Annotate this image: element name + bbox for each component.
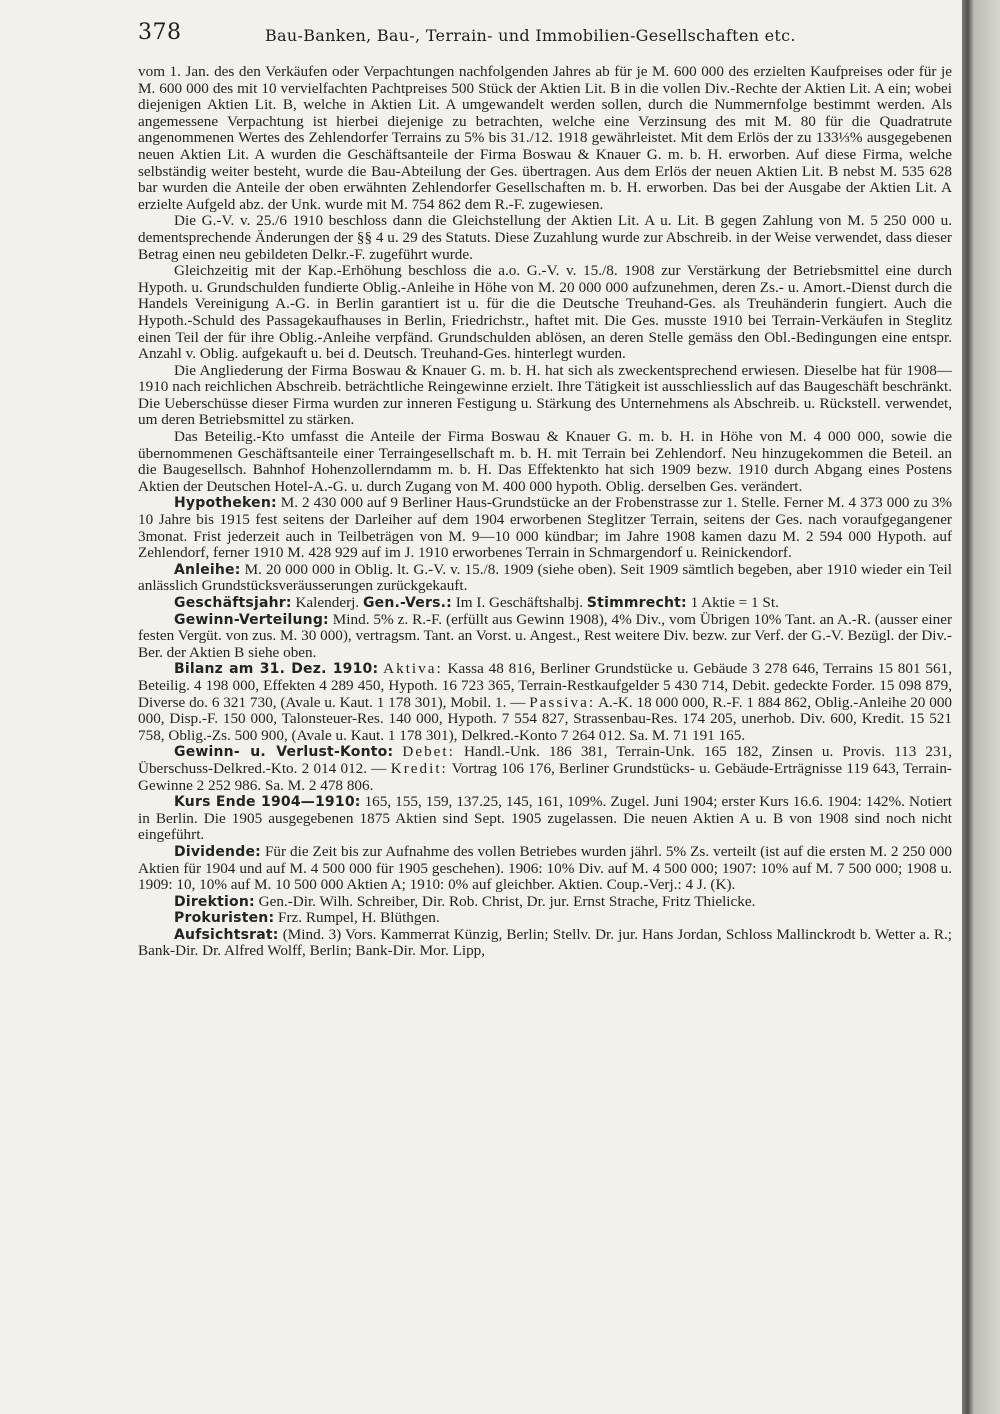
section-aufsichtsrat: [138, 927, 952, 960]
page-header: [138, 18, 958, 52]
text-stimmrecht: 1 Aktie = 1 St.: [690, 594, 779, 611]
text-geschaeftsjahr: Kalenderj.: [295, 594, 360, 611]
text-aufsichtsrat: (Mind. 3) Vors. Kammerrat Künzig, Berlin; Stellv. Dr. jur. Hans Jordan, Schloss Mallinckrodt b. Wetter a. R.; Bank-Dir. Dr. Alfred Wolff, Berlin; Bank-Dir. Mor. Lipp,: [138, 925, 952, 960]
text-kurs: 165, 155, 159, 137.25, 145, 161, 109%. Zugel. Juni 1904; erster Kurs 16.6. 1904: 142%. Notiert in Berlin. Die 1905 ausgegebenen 1875 Aktien sind Sept. 1905 zugelassen. Die neuen Aktien A u. B von 1908 sind noch nicht eingeführt.: [138, 793, 952, 844]
page-edge-shadow: [962, 0, 1000, 1414]
text-gen-vers: Im I. Geschäftshalbj.: [455, 594, 584, 611]
label-bilanz: Bilanz am 31. Dez. 1910:: [174, 661, 379, 678]
paragraph-participations: Das Beteilig.-Kto umfasst die Anteile der Firma Boswau & Knauer G. m. b. H. in Höhe von M. 4 000 000, sowie die übernommenen Geschäftsanteile einer Terraingesellschaft m. b. H. mit Terrain bei Zehlendorf. Neu hinzugekommen die Beteil. an die Baugesellsch. Bahnhof Hohenzollerndamm m. b. H. Das Effektenkto hat sich 1909 bezw. 1910 durch Abgang eines Postens Aktien der Deutschen Hotel-A.-G. u. durch Zugang von M. 400 000 hypoth. Oblig. derselben Ges. verändert.: [138, 428, 952, 495]
page-number: 378: [138, 20, 182, 45]
section-direktion: [138, 894, 952, 911]
text-aktiva: Kassa 48 816, Berliner Grundstücke u. Gebäude 3 278 646, Terrains 15 801 561, Beteilig. 4 198 000, Effekten 4 289 450, Hypoth. 16 723 365, Terrain-Restkaufgelder 5 430 714, Debit. gedeckte Forder. 15 098 879, Diverse do. 6 321 730, (Avale u. Kaut. 1 178 301), Mobil. 1. —: [138, 660, 952, 711]
section-prokuristen: [138, 910, 952, 927]
label-gewinn-verlust: Gewinn- u. Verlust-Konto:: [174, 744, 394, 761]
running-title: Bau-Banken, Bau-, Terrain- und Immobilien-Gesellschaften etc.: [265, 26, 796, 45]
paragraph-bond-issue: Gleichzeitig mit der Kap.-Erhöhung beschloss die a.o. G.-V. v. 15./8. 1908 zur Verstärkung der Betriebsmittel eine durch Hypoth. u. Grundschulden fundierte Oblig.-Anleihe in Höhe von M. 20 000 000 aufzunehmen, deren Zs.- u. Amort.-Dienst durch die Handels Vereinigung A.-G. in Berlin garantiert ist u. für die die Deutsche Treuhand-Ges. als Treuhänderin fungiert. Auch die Hypoth.-Schuld des Passagekaufhauses in Berlin, Friedrichstr., haftet mit. Die Ges. musste 1910 bei Terrain-Verkäufen in Steglitz einen Teil der für ihre Oblig.-Anleihe verpfänd. Grundschulden ablösen, an deren Stelle gemäss den Obl.-Bedingungen eine entspr. Anzahl v. Oblig. aufgekauft u. bei d. Deutsch. Treuhand-Ges. hinterlegt wurden.: [138, 262, 952, 363]
text-hypotheken: M. 2 430 000 auf 9 Berliner Haus-Grundstücke an der Frobenstrasse zur 1. Stelle. Ferner M. 4 373 000 zu 3% 10 Jahre bis 1915 fest seitens der Darleiher auf dem 1904 erworbenen Steglitzer Terrain, seitens der Ges. nach voraufgegangener 3monat. Frist jederzeit auch in Teilbeträgen von M. 9—10 000 kündbar; im Jahre 1908 kamen dazu M. 2 594 000 Hypoth. auf Zehlendorf, ferner 1910 M. 428 929 auf im J. 1910 erworbenes Terrain in Schmargendorf u. Reinickendorf.: [138, 494, 952, 562]
label-anleihe: Anleihe:: [174, 561, 241, 578]
label-gen-vers: Gen.-Vers.:: [362, 595, 452, 611]
section-anleihe: [138, 562, 952, 595]
section-kurs: [138, 794, 952, 844]
paragraph-boswau-knauer: Die Angliederung der Firma Boswau & Knauer G. m. b. H. hat sich als zweckentsprechend erwiesen. Dieselbe hat für 1908—1910 nach reichlichen Abschreib. beträchtliche Reingewinne erzielt. Ihre Tätigkeit ist ausschliesslich auf das Baugeschäft beschränkt. Die Ueberschüsse dieser Firma wurden zur inneren Festigung u. Stärkung des Unternehmens als Abschreib. u. Rückstell. verwendet, um deren Betriebsmittel zu stärken.: [138, 361, 952, 429]
text-kredit: Vortrag 106 176, Berliner Grundstücks- u. Gebäude-Erträgnisse 119 643, Terrain-Gewinne 2 252 986. Sa. M. 2 478 806.: [138, 759, 952, 794]
section-bilanz: [138, 661, 952, 744]
label-direktion: Direktion:: [174, 893, 255, 910]
section-hypotheken: [138, 495, 952, 561]
label-hypotheken: Hypotheken:: [174, 495, 277, 512]
text-gewinn-verteilung: Mind. 5% z. R.-F. (erfüllt aus Gewinn 1908), 4% Div., vom Übrigen 10% Tant. an A.-R. (ausser einer festen Vergüt. von zus. M. 30 000), vertragsm. Tant. an Vorst. u. Angest., Rest weitere Div. bezw. zur Verf. der G.-V. Bezügl. der Div.-Ber. der Aktien B siehe oben.: [138, 610, 952, 661]
label-aufsichtsrat: Aufsichtsrat:: [174, 926, 279, 943]
text-direktion: Gen.-Dir. Wilh. Schreiber, Dir. Rob. Christ, Dr. jur. Ernst Strache, Fritz Thielicke.: [258, 892, 756, 910]
text-passiva: A.-K. 18 000 000, R.-F. 1 884 862, Oblig.-Anleihe 20 000 000, Disp.-F. 150 000, Talonsteuer-Res. 140 000, Hypoth. 7 554 827, Strassenbau-Res. 174 205, unerhob. Div. 600, Kredit. 15 521 758, Oblig.-Zs. 500 900, (Avale u. Kaut. 1 178 301), Delkred.-Konto 7 264 012. Sa. M. 71 191 165.: [138, 693, 952, 744]
text-anleihe: M. 20 000 000 in Oblig. lt. G.-V. v. 15./8. 1909 (siehe oben). Seit 1909 sämtlich begeben, aber 1910 wieder ein Teil anlässlich Grundstücksveräusserungen zurückgekauft.: [138, 560, 952, 595]
label-geschaeftsjahr: Geschäftsjahr:: [174, 595, 292, 611]
text-prokuristen: Frz. Rumpel, H. Blüthgen.: [278, 909, 440, 927]
label-debet: Debet:: [402, 743, 455, 761]
label-stimmrecht: Stimmrecht:: [586, 595, 687, 611]
section-gewinn-verteilung: [138, 612, 952, 662]
text-debet: Handl.-Unk. 186 381, Terrain-Unk. 165 182, Zinsen u. Provis. 113 231, Überschuss-Delkred.-Kto. 2 014 012. —: [138, 743, 952, 777]
section-gewinn-verlust: [138, 744, 952, 794]
section-geschaeftsjahr: [138, 595, 952, 612]
section-dividende: [138, 844, 952, 894]
text-dividende: Für die Zeit bis zur Aufnahme des vollen Betriebes wurden jährl. 5% Zs. verteilt (ist auf die ersten M. 2 250 000 Aktien für 1904 und auf M. 4 500 000 für 1905 geschehen). 1906: 10% Div. auf M. 4 500 000; 1907: 10% auf M. 7 500 000; 1908 u. 1909: 10, 10% auf M. 10 500 000 Aktien A; 1910: 0% auf gleichber. Aktien. Coup.-Verj.: 4 J. (K).: [138, 842, 952, 894]
label-prokuristen: Prokuristen:: [174, 910, 275, 927]
label-kurs: Kurs Ende 1904—1910:: [174, 794, 361, 811]
label-kredit: Kredit:: [390, 759, 448, 777]
label-passiva: Passiva:: [529, 693, 596, 711]
body-text: [138, 64, 952, 1404]
label-aktiva: Aktiva:: [383, 660, 443, 678]
paragraph-gv-1910: Die G.-V. v. 25./6 1910 beschloss dann die Gleichstellung der Aktien Lit. A u. Lit. B gegen Zahlung von M. 5 250 000 u. dementsprechende Änderungen der §§ 4 u. 29 des Statuts. Diese Zuzahlung wurde zur Abschreib. in der Weise verwendet, dass dieser Betrag einen neu gebildeten Delkr.-F. zugeführt wurde.: [138, 212, 952, 263]
label-gewinn-verteilung: Gewinn-Verteilung:: [174, 611, 329, 628]
paragraph-conversion-rules: vom 1. Jan. des den Verkäufen oder Verpachtungen nachfolgenden Jahres ab für je M. 600 000 des erzielten Kaufpreises oder für je M. 600 000 des mit 10 vervielfachten Pachtpreises 500 Stück der Aktien Lit. B in die vollen Div.-Rechte der Aktien Lit. A ein; wobei diejenigen Aktien Lit. B, welche in Aktien Lit. A umgewandelt werden sollen, durch die Nummernfolge bestimmt werden. Als angemessene Verpachtung ist hierbei diejenige zu betrachten, welche eine Verzinsung des mit M. 80 für die Quadratrute angenommenen Wertes des Zehlendorfer Terrains zu 5% bis 31./12. 1918 gewährleistet. Mit dem Erlös der zu 133⅓% ausgegebenen neuen Aktien Lit. A wurden die Geschäftsanteile der Firma Boswau & Knauer G. m. b. H. erworben. Auf diese Firma, welche selbständig weiter besteht, wurde die Bau-Abteilung der Ges. übertragen. Aus dem Erlös der neuen Aktien Lit. B nebst M. 535 628 bar wurden die Anteile der oben erwähnten Zehlendorfer Gesellschaften m. b. H. erworben. Das bei der Ausgabe der Aktien Lit. A erzielte Aufgeld abz. der Unk. wurde mit M. 754 862 dem R.-F. zugewiesen.: [138, 64, 952, 213]
label-dividende: Dividende:: [174, 843, 261, 860]
